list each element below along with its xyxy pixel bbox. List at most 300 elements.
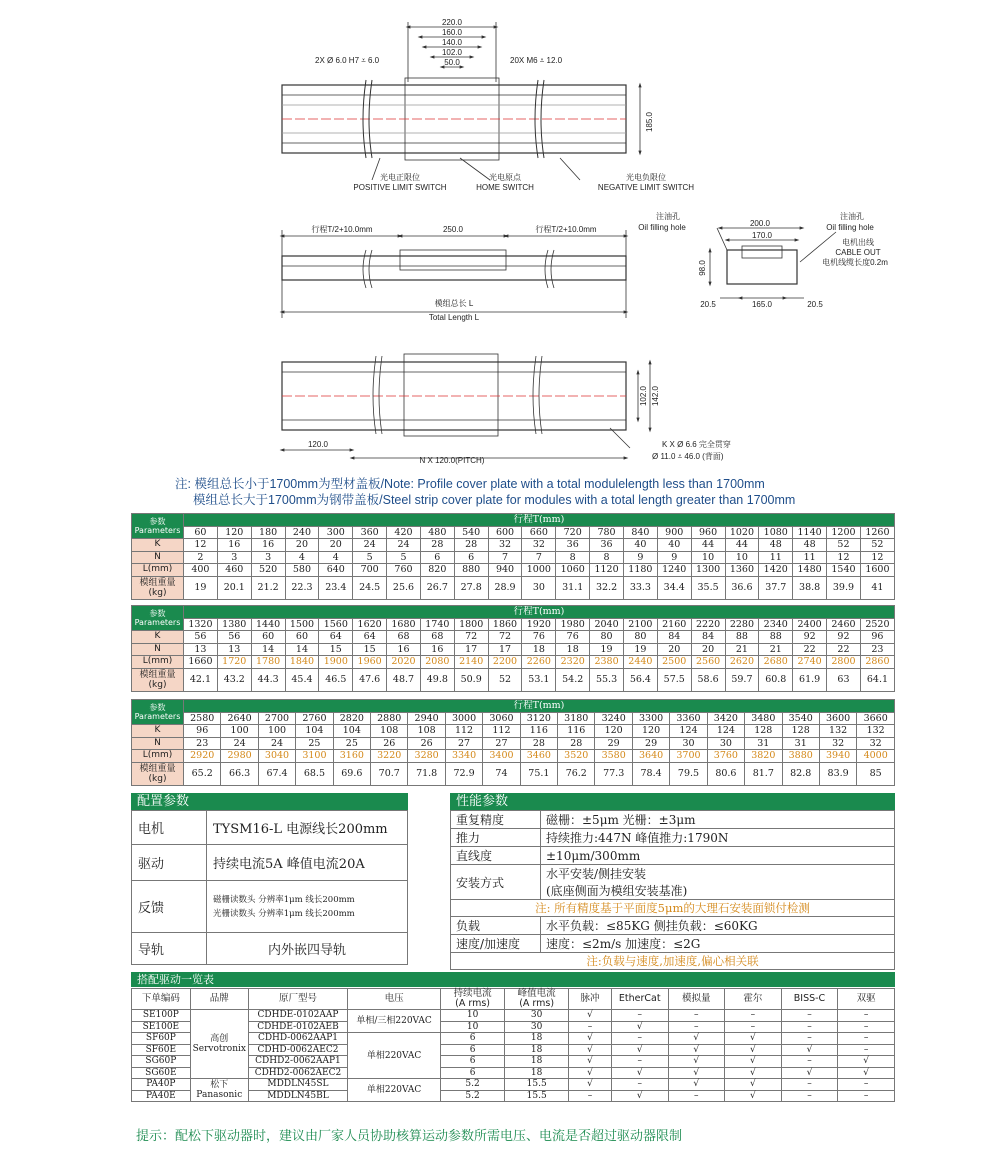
- k-cell: 12: [184, 539, 218, 552]
- stroke-cell: 420: [387, 526, 421, 539]
- n-cell: 7: [522, 551, 556, 564]
- n-cell: 26: [371, 737, 408, 750]
- l-cell: 3880: [782, 750, 819, 763]
- l-cell: 1960: [353, 656, 387, 669]
- config-key: 导轨: [132, 933, 207, 965]
- param-label-en: Parameters: [134, 526, 181, 535]
- spec-cell: 10: [441, 1021, 505, 1033]
- spec-cell: 18: [505, 1056, 569, 1068]
- note-line-1: 注: 模组总长小于1700mm为型材盖板/Note: Profile cover plate with a total modulelength less than 1700mm: [175, 477, 765, 491]
- n-cell: 28: [558, 737, 595, 750]
- svg-text:220.0: 220.0: [441, 18, 463, 27]
- weight-cell: 70.7: [371, 762, 408, 785]
- n-cell: 16: [420, 643, 454, 656]
- spec-cell: –: [668, 1021, 725, 1033]
- weight-cell: 37.7: [759, 576, 793, 599]
- spec-cell: –: [725, 1010, 782, 1022]
- n-cell: 30: [707, 737, 744, 750]
- l-cell: 2080: [420, 656, 454, 669]
- svg-text:电机线缆长度0.2m: 电机线缆长度0.2m: [822, 258, 888, 267]
- weight-cell: 36.6: [725, 576, 759, 599]
- weight-cell: 61.9: [793, 668, 827, 691]
- n-cell: 14: [251, 643, 285, 656]
- voltage-cell: 单相220VAC: [348, 1079, 441, 1102]
- n-cell: 20: [691, 643, 725, 656]
- end-view-labels: [638, 211, 888, 309]
- spec-cell: –: [611, 1079, 668, 1091]
- k-cell: 44: [725, 539, 759, 552]
- row-label: N: [132, 551, 184, 564]
- spec-cell: –: [781, 1090, 838, 1102]
- svg-text:Oil filling hole: Oil filling hole: [638, 223, 686, 232]
- n-cell: 26: [408, 737, 445, 750]
- k-cell: 56: [217, 631, 251, 644]
- weight-cell: 28.9: [488, 576, 522, 599]
- weight-cell: 66.3: [221, 762, 258, 785]
- k-cell: 92: [827, 631, 861, 644]
- l-cell: 3940: [819, 750, 856, 763]
- k-cell: 104: [333, 725, 370, 738]
- n-cell: 12: [827, 551, 861, 564]
- row-label: L(mm): [132, 750, 184, 763]
- l-cell: 2800: [827, 656, 861, 669]
- k-cell: 72: [488, 631, 522, 644]
- svg-text:N X 120.0(PITCH): N X 120.0(PITCH): [419, 456, 485, 465]
- weight-label: [132, 762, 184, 785]
- spec-cell: √: [725, 1079, 782, 1091]
- spec-cell: –: [781, 1079, 838, 1091]
- l-cell: 1180: [623, 564, 657, 577]
- stroke-cell: 2160: [657, 618, 691, 631]
- row-label: K: [132, 539, 184, 552]
- stroke-cell: 720: [556, 526, 590, 539]
- weight-cell: 25.6: [387, 576, 421, 599]
- stroke-cell: 2220: [691, 618, 725, 631]
- l-cell: 3400: [483, 750, 520, 763]
- weight-cell: 31.1: [556, 576, 590, 599]
- order-code: SE100P: [132, 1010, 191, 1022]
- k-cell: 128: [745, 725, 782, 738]
- spec-cell: √: [611, 1067, 668, 1079]
- weight-cell: 52: [488, 668, 522, 691]
- config-key: 电机: [132, 811, 207, 845]
- n-cell: 21: [759, 643, 793, 656]
- stroke-cell: 3180: [558, 712, 595, 725]
- order-code: SG60P: [132, 1056, 191, 1068]
- svg-text:行程T/2+10.0mm: 行程T/2+10.0mm: [311, 225, 373, 234]
- row-label: L(mm): [132, 564, 184, 577]
- spec-cell: √: [781, 1067, 838, 1079]
- spec-cell: –: [611, 1033, 668, 1045]
- spec-cell: 18: [505, 1044, 569, 1056]
- l-cell: 1660: [184, 656, 218, 669]
- stroke-cell: 1980: [556, 618, 590, 631]
- spec-table: [131, 605, 895, 692]
- weight-cell: 43.2: [217, 668, 251, 691]
- l-cell: 2980: [221, 750, 258, 763]
- model-cell: MDDLN45SL: [248, 1079, 347, 1091]
- svg-text:模组总长 L: 模组总长 L: [434, 299, 474, 308]
- weight-cell: 34.4: [657, 576, 691, 599]
- spec-cell: √: [668, 1033, 725, 1045]
- n-cell: 32: [819, 737, 856, 750]
- spec-cell: –: [781, 1033, 838, 1045]
- n-cell: 6: [454, 551, 488, 564]
- n-cell: 25: [333, 737, 370, 750]
- fb-line-1: 磁栅读数头 分辨率1μm 线长200mm: [213, 894, 355, 905]
- k-cell: 40: [657, 539, 691, 552]
- l-cell: 760: [387, 564, 421, 577]
- stroke-cell: 1320: [184, 618, 218, 631]
- l-cell: 3100: [296, 750, 333, 763]
- weight-cell: 74: [483, 762, 520, 785]
- l-cell: 1300: [691, 564, 725, 577]
- weight-cell: 60.8: [759, 668, 793, 691]
- perf-value: 磁栅：±5μm 光栅：±3μm: [541, 811, 895, 829]
- n-cell: 17: [488, 643, 522, 656]
- l-cell: 2740: [793, 656, 827, 669]
- config-key: 反馈: [132, 881, 207, 933]
- spec-cell: –: [781, 1056, 838, 1068]
- perf-note: 注: 所有精度基于平面度5μm的大理石安装面锁付检测: [451, 900, 895, 917]
- param-label-cn: 参数: [149, 517, 166, 526]
- weight-cell: 45.4: [285, 668, 319, 691]
- l-cell: 3280: [408, 750, 445, 763]
- l-cell: 520: [251, 564, 285, 577]
- n-cell: 31: [782, 737, 819, 750]
- model-cell: CDHD2-0062AAP1: [248, 1056, 347, 1068]
- model-cell: CDHD-0062AAP1: [248, 1033, 347, 1045]
- col-header: 模拟量: [668, 989, 725, 1010]
- svg-text:200.0: 200.0: [749, 219, 771, 228]
- k-cell: 112: [483, 725, 520, 738]
- stroke-cell: 900: [657, 526, 691, 539]
- k-cell: 96: [184, 725, 221, 738]
- spec-cell: √: [569, 1056, 612, 1068]
- l-cell: 1720: [217, 656, 251, 669]
- row-label: K: [132, 631, 184, 644]
- svg-text:HOME SWITCH: HOME SWITCH: [476, 183, 534, 192]
- k-cell: 44: [691, 539, 725, 552]
- model-cell: CDHDE-0102AAP: [248, 1010, 347, 1022]
- weight-cell: 39.9: [827, 576, 861, 599]
- config-title: 配置参数: [131, 793, 408, 810]
- n-cell: 19: [590, 643, 624, 656]
- config-value: 持续电流5A 峰值电流20A: [207, 845, 408, 881]
- stroke-cell: 2100: [623, 618, 657, 631]
- stroke-cell: 300: [319, 526, 353, 539]
- col-header: 双驱: [838, 989, 895, 1010]
- weight-cell: 21.2: [251, 576, 285, 599]
- n-cell: 13: [217, 643, 251, 656]
- stroke-cell: 2820: [333, 712, 370, 725]
- spec-cell: –: [838, 1021, 895, 1033]
- stroke-cell: 780: [590, 526, 624, 539]
- spec-cell: √: [725, 1033, 782, 1045]
- fb-line-2: 光栅读数头 分辨率1μm 线长200mm: [213, 908, 355, 919]
- stroke-cell: 1560: [319, 618, 353, 631]
- n-cell: 6: [420, 551, 454, 564]
- stroke-cell: 1620: [353, 618, 387, 631]
- l-cell: 1480: [793, 564, 827, 577]
- col-header: 脉冲: [569, 989, 612, 1010]
- stroke-cell: 1500: [285, 618, 319, 631]
- k-cell: 28: [454, 539, 488, 552]
- weight-cell: 49.8: [420, 668, 454, 691]
- n-cell: 8: [556, 551, 590, 564]
- stroke-cell: 3540: [782, 712, 819, 725]
- k-cell: 72: [454, 631, 488, 644]
- weight-label: [132, 576, 184, 599]
- l-cell: 4000: [857, 750, 895, 763]
- n-cell: 22: [827, 643, 861, 656]
- col-header: 电压: [348, 989, 441, 1010]
- model-cell: MDDLN45BL: [248, 1090, 347, 1102]
- weight-cell: 47.6: [353, 668, 387, 691]
- stroke-cell: 540: [454, 526, 488, 539]
- spec-cell: 5.2: [441, 1090, 505, 1102]
- weight-cell: 22.3: [285, 576, 319, 599]
- k-cell: 28: [420, 539, 454, 552]
- svg-text:140.0: 140.0: [441, 38, 463, 47]
- k-cell: 88: [759, 631, 793, 644]
- l-cell: 1600: [860, 564, 894, 577]
- spec-cell: √: [569, 1033, 612, 1045]
- k-cell: 88: [725, 631, 759, 644]
- l-cell: 2320: [556, 656, 590, 669]
- k-cell: 64: [353, 631, 387, 644]
- k-cell: 60: [285, 631, 319, 644]
- param-label-cn: 参数: [149, 703, 166, 712]
- param-label-en: Parameters: [134, 712, 181, 721]
- k-cell: 100: [258, 725, 295, 738]
- l-cell: 1240: [657, 564, 691, 577]
- svg-text:98.0: 98.0: [698, 260, 707, 276]
- cover-plate-note: [175, 476, 795, 508]
- l-cell: 1540: [827, 564, 861, 577]
- k-cell: 84: [691, 631, 725, 644]
- svg-text:170.0: 170.0: [751, 231, 773, 240]
- model-cell: CDHDE-0102AEB: [248, 1021, 347, 1033]
- k-cell: 36: [590, 539, 624, 552]
- stroke-cell: 660: [522, 526, 556, 539]
- weight-cell: 80.6: [707, 762, 744, 785]
- l-cell: 1000: [522, 564, 556, 577]
- n-cell: 15: [353, 643, 387, 656]
- svg-text:160.0: 160.0: [441, 28, 463, 37]
- l-cell: 3580: [595, 750, 632, 763]
- stroke-cell: 840: [623, 526, 657, 539]
- l-cell: 940: [488, 564, 522, 577]
- stroke-cell: 3120: [520, 712, 557, 725]
- k-cell: 132: [857, 725, 895, 738]
- col-header: BISS-C: [781, 989, 838, 1010]
- spec-cell: 5.2: [441, 1079, 505, 1091]
- mount-line-2: (底座侧面为模组安装基准): [546, 884, 688, 898]
- l-cell: 3340: [445, 750, 482, 763]
- stroke-cell: 1140: [793, 526, 827, 539]
- k-cell: 20: [285, 539, 319, 552]
- config-value: TYSM16-L 电源线长200mm: [207, 811, 408, 845]
- perf-value: 持续推力:447N 峰值推力:1790N: [541, 829, 895, 847]
- k-cell: 60: [251, 631, 285, 644]
- svg-text:POSITIVE LIMIT SWITCH: POSITIVE LIMIT SWITCH: [353, 183, 447, 192]
- svg-text:电机出线: 电机出线: [842, 238, 874, 247]
- weight-cell: 42.1: [184, 668, 218, 691]
- stroke-cell: 3420: [707, 712, 744, 725]
- weight-cell: 48.7: [387, 668, 421, 691]
- k-cell: 116: [558, 725, 595, 738]
- k-cell: 124: [670, 725, 707, 738]
- weight-cell: 78.4: [632, 762, 669, 785]
- spec-cell: √: [725, 1044, 782, 1056]
- l-cell: 1120: [590, 564, 624, 577]
- weight-cell: 57.5: [657, 668, 691, 691]
- order-code: SG60E: [132, 1067, 191, 1079]
- l-cell: 1840: [285, 656, 319, 669]
- weight-cell: 77.3: [595, 762, 632, 785]
- spec-cell: –: [611, 1056, 668, 1068]
- svg-text:102.0: 102.0: [441, 48, 463, 57]
- spec-cell: –: [611, 1010, 668, 1022]
- perf-key: 安装方式: [451, 865, 541, 900]
- order-code: PA40P: [132, 1079, 191, 1091]
- spec-cell: √: [668, 1079, 725, 1091]
- svg-text:250.0: 250.0: [442, 225, 464, 234]
- k-cell: 120: [632, 725, 669, 738]
- n-cell: 25: [296, 737, 333, 750]
- n-cell: 16: [387, 643, 421, 656]
- l-cell: 3160: [333, 750, 370, 763]
- weight-label: [132, 668, 184, 691]
- stroke-cell: 3060: [483, 712, 520, 725]
- k-cell: 40: [623, 539, 657, 552]
- order-code: SF60P: [132, 1033, 191, 1045]
- stroke-cell: 3660: [857, 712, 895, 725]
- k-cell: 32: [488, 539, 522, 552]
- svg-text:20.5: 20.5: [807, 300, 823, 309]
- n-cell: 29: [595, 737, 632, 750]
- k-cell: 76: [556, 631, 590, 644]
- svg-text:光电负限位: 光电负限位: [626, 173, 666, 182]
- stroke-cell: 60: [184, 526, 218, 539]
- spec-cell: –: [781, 1021, 838, 1033]
- k-cell: 128: [782, 725, 819, 738]
- spec-cell: –: [838, 1079, 895, 1091]
- svg-text:Ø 11.0 ⩡ 46.0 (背面): Ø 11.0 ⩡ 46.0 (背面): [652, 452, 724, 461]
- spec-cell: –: [569, 1090, 612, 1102]
- stroke-cell: 3000: [445, 712, 482, 725]
- l-cell: 2380: [590, 656, 624, 669]
- weight-cell: 79.5: [670, 762, 707, 785]
- l-cell: 3760: [707, 750, 744, 763]
- n-cell: 22: [793, 643, 827, 656]
- config-key: 驱动: [132, 845, 207, 881]
- weight-cell: 41: [860, 576, 894, 599]
- param-label-cn: 参数: [149, 609, 166, 618]
- spec-cell: √: [668, 1044, 725, 1056]
- stroke-cell: 480: [420, 526, 454, 539]
- spec-cell: 6: [441, 1044, 505, 1056]
- weight-cell: 26.7: [420, 576, 454, 599]
- l-cell: 3040: [258, 750, 295, 763]
- weight-cell: 44.3: [251, 668, 285, 691]
- stroke-cell: 180: [251, 526, 285, 539]
- k-cell: 124: [707, 725, 744, 738]
- k-cell: 120: [595, 725, 632, 738]
- spec-cell: √: [611, 1021, 668, 1033]
- n-cell: 31: [745, 737, 782, 750]
- l-cell: 2200: [488, 656, 522, 669]
- col-header: 霍尔: [725, 989, 782, 1010]
- l-cell: 2680: [759, 656, 793, 669]
- l-cell: 3700: [670, 750, 707, 763]
- config-value: [207, 881, 408, 933]
- n-cell: 8: [590, 551, 624, 564]
- perf-key: 直线度: [451, 847, 541, 865]
- k-cell: 92: [793, 631, 827, 644]
- col-header: 峰值电流 (A rms): [505, 989, 569, 1010]
- stroke-cell: 960: [691, 526, 725, 539]
- weight-cell: 24.5: [353, 576, 387, 599]
- l-cell: 820: [420, 564, 454, 577]
- spec-cell: 18: [505, 1033, 569, 1045]
- n-cell: 30: [670, 737, 707, 750]
- l-cell: 2620: [725, 656, 759, 669]
- drivers-table: [131, 988, 895, 1102]
- weight-cell: 23.4: [319, 576, 353, 599]
- n-cell: 29: [632, 737, 669, 750]
- note-line-2: 模组总长大于1700mm为钢带盖板/Steel strip cover plate for modules with a total length greater than 1700mm: [193, 493, 796, 507]
- stroke-cell: 2940: [408, 712, 445, 725]
- weight-cell: 81.7: [745, 762, 782, 785]
- stroke-cell: 1800: [454, 618, 488, 631]
- param-label: [132, 700, 184, 725]
- svg-text:185.0: 185.0: [645, 111, 654, 133]
- weight-label-unit: (kg): [148, 587, 167, 598]
- svg-text:165.0: 165.0: [751, 300, 773, 309]
- weight-cell: 59.7: [725, 668, 759, 691]
- k-cell: 52: [860, 539, 894, 552]
- weight-cell: 38.8: [793, 576, 827, 599]
- k-cell: 80: [623, 631, 657, 644]
- weight-cell: 67.4: [258, 762, 295, 785]
- weight-cell: 35.5: [691, 576, 725, 599]
- stroke-cell: 1080: [759, 526, 793, 539]
- k-cell: 112: [445, 725, 482, 738]
- svg-text:K X Ø 6.6 完全贯穿: K X Ø 6.6 完全贯穿: [662, 440, 731, 449]
- weight-cell: 56.4: [623, 668, 657, 691]
- svg-text:2X Ø 6.0 H7 ⩡ 6.0: 2X Ø 6.0 H7 ⩡ 6.0: [315, 56, 380, 65]
- k-cell: 16: [217, 539, 251, 552]
- stroke-header: 行程T(mm): [184, 700, 895, 713]
- col-header: 持续电流 (A rms): [441, 989, 505, 1010]
- stroke-cell: 2640: [221, 712, 258, 725]
- perf-value: ±10μm/300mm: [541, 847, 895, 865]
- spec-cell: –: [725, 1021, 782, 1033]
- weight-cell: 33.3: [623, 576, 657, 599]
- config-table: [131, 810, 408, 965]
- n-cell: 10: [691, 551, 725, 564]
- weight-cell: 82.8: [782, 762, 819, 785]
- stroke-cell: 600: [488, 526, 522, 539]
- k-cell: 108: [371, 725, 408, 738]
- spec-cell: 30: [505, 1021, 569, 1033]
- l-cell: 3640: [632, 750, 669, 763]
- stroke-cell: 240: [285, 526, 319, 539]
- svg-text:行程T/2+10.0mm: 行程T/2+10.0mm: [535, 225, 597, 234]
- n-cell: 24: [258, 737, 295, 750]
